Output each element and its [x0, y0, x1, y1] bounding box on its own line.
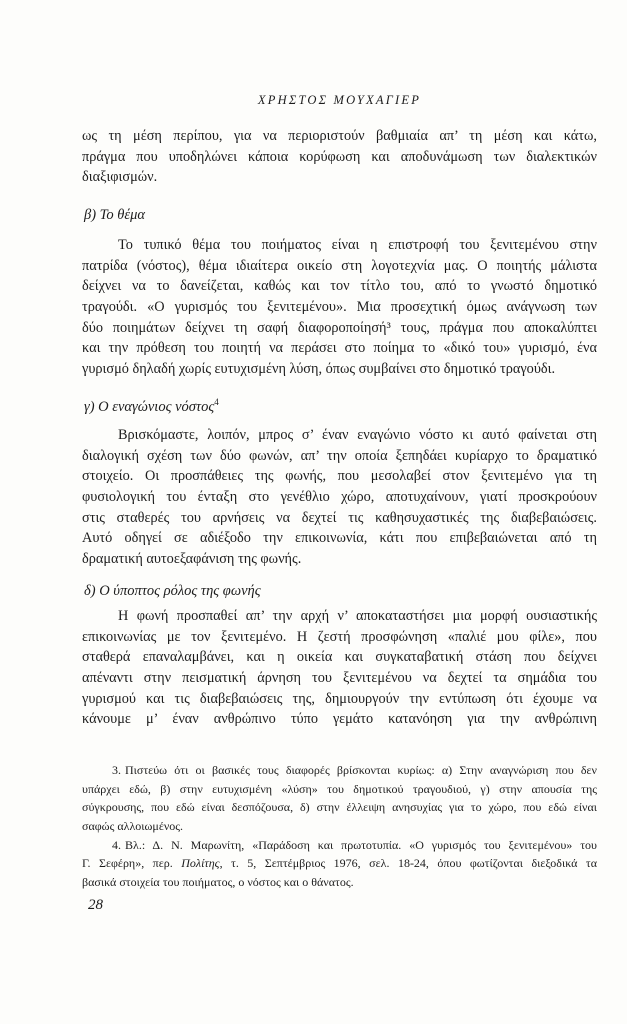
text-line: γυρισμού και τις διαβεβαιώσεις της, δημιουργούν την εντύπωση ότι έχουμε να: [82, 690, 597, 707]
section-heading-voice-role: δ) Ο ύποπτος ρόλος της φωνής: [84, 583, 261, 599]
footnote-line: σύγκρουσης, που εδώ είναι δεσπόζουσα, δ) στην έλλειψη ανησυχίας για το χώρο, που εδώ είναι: [82, 800, 597, 815]
text-line: πράγμα που υποδηλώνει κάποια κορύφωση και αποδυνάμωση των διαλεκτικών: [82, 148, 597, 165]
footnotes: [82, 761, 597, 892]
text-line: πατρίδα (νόστος), θέμα ιδιαίτερα οικείο στη λογοτεχνία μας. Ο ποιητής μάλιστα: [82, 257, 597, 274]
text-line: Το τυπικό θέμα του ποιήματος είναι η επιστροφή του ξενιτεμένου στην: [118, 237, 597, 253]
footnote-line: βασικά στοιχεία του ποιήματος, ο νόστος και ο θάνατος.: [82, 875, 354, 890]
text-line: σταθερά επαναλαμβάνει, και η οικεία και συγκαταβατική στάση που δείχνει: [82, 649, 597, 666]
section-heading-theme: β) Το θέμα: [84, 207, 146, 223]
footnote-text: Βλ.: Δ. Ν. Μαρωνίτη, «Παράδοση και πρωτοτυπία. «Ο γυρισμός του ξενιτεμένου» του: [125, 837, 597, 852]
footnote-line: υπάρχει εδώ, β) στην ευτυχισμένη «λύση» του δημοτικού τραγουδιού, γ) στην απουσία της: [82, 781, 597, 796]
text-line: Η φωνή προσπαθεί απ’ την αρχή ν’ αποκαταστήσει μια μορφή ουσιαστικής: [118, 608, 597, 624]
text-line: στοιχείο. Οι προσπάθειες της φωνής, που μεσολαβεί στον ξενιτεμένο για τη: [82, 468, 597, 485]
text-line: Βρισκόμαστε, λοιπόν, μπρος σ’ έναν εναγώνιο νόστο κι αυτό φαίνεται στη: [118, 427, 597, 443]
journal-title: Πολίτης: [181, 856, 220, 871]
section-heading-nostos: [84, 397, 219, 418]
footnote-text: , τ. 5, Σεπτέμβριος 1976, σελ. 18-24, όπου φωτίζονται διεξοδικά τα: [219, 856, 597, 871]
text-line: φυσιολογική του ένταξη στο γενέθλιο χώρο, αποτυχαίνουν, γιατί προσκρούουν: [82, 489, 597, 506]
section-heading-text: γ) Ο εναγώνιος νόστος: [84, 399, 215, 415]
text-line: ως τη μέση περίπου, για να περιοριστούν βαθμιαία απ’ τη μέση και κάτω,: [82, 128, 597, 144]
footnote-text: Γ. Σεφέρη», περ.: [82, 856, 182, 871]
section-nostos-paragraph: [82, 425, 597, 570]
text-line: κάνουμε μ’ έναν ανθρώπινο τύπο γεμάτο κατανόηση για την ανθρώπινη: [82, 711, 597, 728]
section-voice-role-paragraph: [82, 606, 597, 730]
text-line: τραγούδι. «Ο γυρισμός του ξενιτεμένου». Μια προσεχτική όμως ανάγνωση των: [82, 299, 597, 316]
text-line: επικοινωνίας με τον ξενιτεμένο. Η ζεστή προσφώνηση «παλιέ μου φίλε», που: [82, 628, 597, 645]
continued-paragraph: [82, 126, 597, 188]
footnote-text: Πιστεύω ότι οι βασικές τους διαφορές βρίσκονται κυρίως: α) Στην αναγνώριση που δεν: [125, 763, 597, 777]
section-theme-paragraph: [82, 235, 597, 380]
text-line: και την πρόθεση του ποιητή να περάσει στο ποίημα το «δικό του» γυρισμό, ένα: [82, 340, 597, 357]
text-line: Αυτό οδηγεί σε αδιέξοδο την επικοινωνία, κάτι που επιβεβαιώνεται από τη: [82, 530, 597, 547]
text-line: διαλογική σχέση των δύο φωνών, απ’ την οποία ξεπηδάει κυρίαρχο το δραματικό: [82, 447, 597, 464]
text-line: δύο ποιημάτων δείχνει τη σαφή διαφοροποίησή³ τους, πράγμα που αποκαλύπτει: [82, 319, 597, 336]
footnote-line: [82, 761, 597, 780]
footnote-reference: 4: [214, 397, 219, 407]
text-line: γυρισμό δηλαδή χωρίς ευτυχισμένη λύση, όπως συμβαίνει στο δημοτικό τραγούδι.: [82, 361, 556, 378]
text-line: απέναντι στην πεισματική άρνηση του ξενιτεμένου να δεχτεί τα σημάδια του: [82, 670, 597, 687]
footnote-number: 4.: [112, 837, 121, 852]
running-header: ΧΡΗΣΤΟΣ ΜΟΥΧΑΓΙΕΡ: [257, 93, 422, 107]
footnote-number: 3.: [112, 763, 121, 777]
footnote-line: σαφώς αλλοιωμένος.: [82, 819, 184, 834]
text-line: δραματική αυτοεξαφάνιση της φωνής.: [82, 551, 302, 568]
footnote-line: [82, 836, 597, 855]
footnote-line: [82, 854, 597, 873]
text-line: δείχνει να το δανείζεται, καθώς και τον τίτλο του, από το γνωστό δημοτικό: [82, 278, 597, 295]
text-line: στις σταθερές του αρνήσεις να δεχτεί τις καθησυχαστικές της διαβεβαιώσεις.: [82, 509, 597, 526]
text-line: διαξιφισμών.: [82, 169, 158, 186]
page-number: 28: [88, 897, 103, 913]
